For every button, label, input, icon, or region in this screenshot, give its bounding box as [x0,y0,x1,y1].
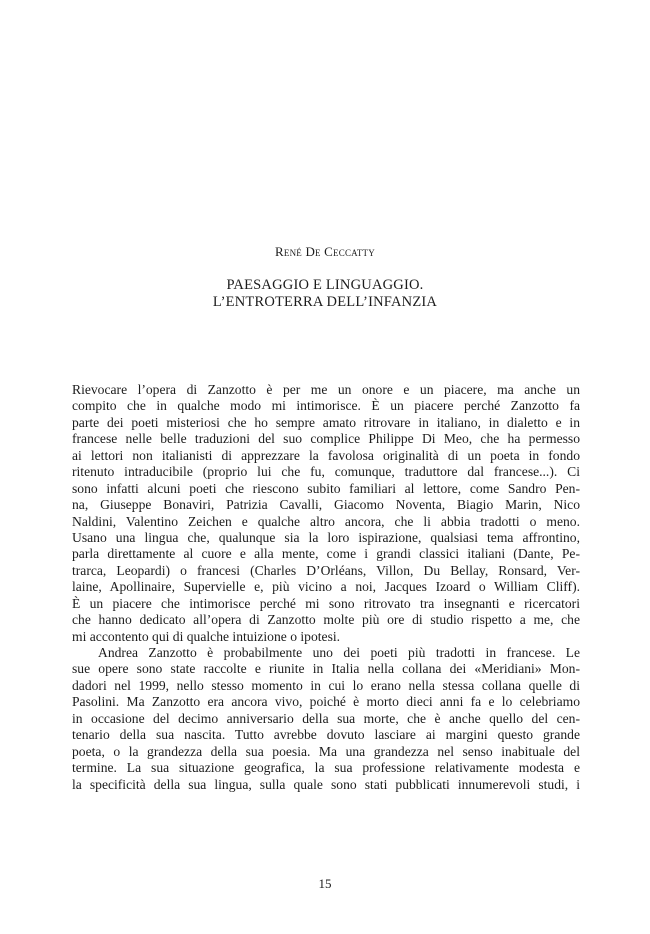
text-line: trarca, Leopardi) o francesi (Charles D’Orléans, Villon, Du Bellay, Ronsard, Ver- [72,562,580,578]
paragraph-1 [72,382,580,645]
text-line: na, Giuseppe Bonaviri, Patrizia Cavalli, Giacomo Noventa, Biagio Marin, Nico [72,497,580,513]
text-line: Rievocare l’opera di Zanzotto è per me un onore e un piacere, ma anche un [72,382,580,397]
title-line: PAESAGGIO E LINGUAGGIO. [226,277,424,293]
text-line: sono infatti alcuni poeti che riescono subito familiari al lettore, come Sandro Pen- [72,480,580,496]
title-line: L’ENTROTERRA DELL’INFANZIA [212,294,438,310]
page-number: 15 [318,876,332,891]
text-line: in occasione del decimo anniversario della sua morte, che è anche quello del cen- [72,710,580,726]
text-line: laine, Apollinaire, Supervielle e, più vicino a noi, Jacques Izoard o William Cliff). [72,579,580,595]
text-line: che hanno dedicato all’opera di Zanzotto molte più ore di studio rispetto a me, che [72,612,580,628]
text-line: tenario della sua nascita. Tutto avrebbe dovuto lasciare ai margini questo grande [72,727,580,743]
text-line: parte dei poeti misteriosi che ho sempre amato ritrovare in italiano, in dialetto e in [72,414,580,430]
text-line: parla direttamente al cuore e alla mente, come i grandi classici italiani (Dante, Pe- [72,546,580,562]
text-line: ai lettori non italianisti di apprezzare la favolosa originalità di un poeta in fondo [72,447,580,463]
text-line: compito che in qualche modo mi intimorisce. È un piacere perché Zanzotto fa [72,398,580,414]
text-line: termine. La sua situazione geografica, la sua professione relativamente modesta e [72,760,580,776]
text-line: Pasolini. Ma Zanzotto era ancora vivo, poiché è morto dieci anni fa e lo celebriamo [72,694,580,710]
paragraph-2 [72,645,580,793]
text-line: la specificità della sua lingua, sulla quale sono stati pubblicati innumerevoli studi, i [72,776,580,792]
text-line: Andrea Zanzotto è probabilmente uno dei poeti più tradotti in francese. Le [98,645,580,660]
text-line: È un piacere che intimorisce perché mi sono ritrovato tra insegnanti e ricercatori [72,595,580,611]
body-text [72,382,580,793]
text-line: mi accontento qui di qualche intuizione o ipotesi. [72,628,341,644]
text-line: ritenuto intraducibile (proprio lui che fu, comunque, traduttore dal francese...). Ci [72,464,580,480]
text-line: Usano una lingua che, qualunque sia la loro ispirazione, qualsiasi tema affrontino, [72,529,580,545]
text-line: francese nelle belle traduzioni del suo complice Philippe Di Meo, che ha permesso [72,431,580,447]
text-line: poeta, o la grandezza della sua poesia. Ma una grandezza nel senso inabituale del [72,743,580,759]
text-line: dadori nel 1999, nello stesso momento in cui lo erano nella stessa collana quelle di [72,677,580,693]
author-name: René De Ceccatty [275,244,375,259]
text-line: Naldini, Valentino Zeichen e qualche altro ancora, che li abbia tradotti o meno. [72,513,580,529]
article-title [0,277,650,311]
text-line: sue opere sono state raccolte e riunite in Italia nella collana dei «Meridiani» Mon- [72,661,580,677]
